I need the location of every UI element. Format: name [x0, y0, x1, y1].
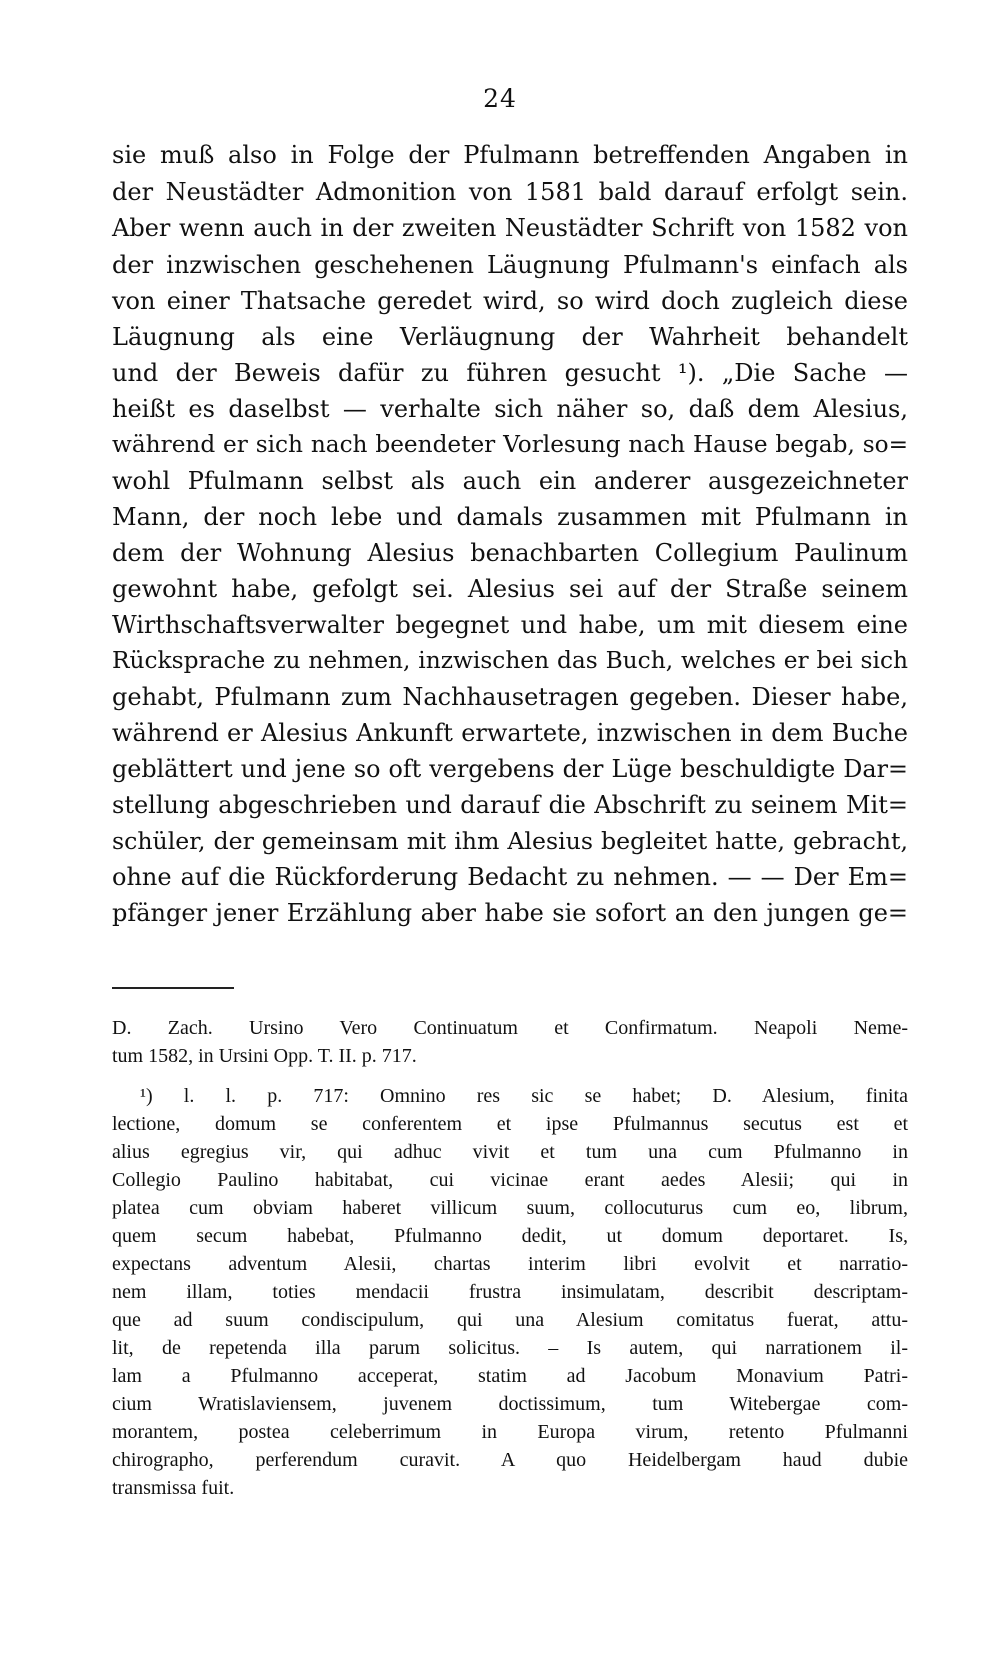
footnote-line: quem secum habebat, Pfulmanno dedit, ut domum deportaret. Is,: [112, 1225, 908, 1247]
text-line: wohl Pfulmann selbst als auch ein anderer ausgezeichneter: [112, 467, 908, 495]
footnote-line: Collegio Paulino habitabat, cui vicinae erant aedes Alesii; qui in: [112, 1169, 908, 1191]
page-number: 24: [483, 84, 517, 113]
text-line: Aber wenn auch in der zweiten Neustädter Schrift von 1582 von: [112, 214, 908, 242]
footnote-line: transmissa fuit.: [112, 1477, 235, 1499]
text-line: dem der Wohnung Alesius benachbarten Collegium Paulinum: [112, 539, 908, 567]
footnote-line: lectione, domum se conferentem et ipse Pfulmannus secutus est et: [112, 1113, 908, 1135]
text-line: und der Beweis dafür zu führen gesucht ¹). „Die Sache —: [112, 359, 908, 387]
footnote-line: alius egregius vir, qui adhuc vivit et tum una cum Pfulmanno in: [112, 1141, 908, 1163]
text-line: der Neustädter Admonition von 1581 bald darauf erfolgt sein.: [112, 178, 908, 206]
text-line: pfänger jener Erzählung aber habe sie sofort an den jungen ge=: [112, 899, 908, 927]
footnote-line: platea cum obviam haberet villicum suum, collocuturus cum eo, librum,: [112, 1197, 908, 1219]
footnote-line: chirographo, perferendum curavit. A quo Heidelbergam haud dubie: [112, 1449, 908, 1471]
footnote-line: que ad suum condiscipulum, qui una Alesium comitatus fuerat, attu-: [112, 1309, 908, 1331]
text-line: stellung abgeschrieben und darauf die Abschrift zu seinem Mit=: [112, 791, 908, 819]
text-line: ohne auf die Rückforderung Bedacht zu nehmen. — — Der Em=: [112, 863, 908, 891]
text-line: gewohnt habe, gefolgt sei. Alesius sei auf der Straße seinem: [112, 575, 908, 603]
text-line: schüler, der gemeinsam mit ihm Alesius begleitet hatte, gebracht,: [112, 827, 908, 855]
text-line: Mann, der noch lebe und damals zusammen mit Pfulmann in: [112, 503, 908, 531]
text-line: sie muß also in Folge der Pfulmann betreffenden Angaben in: [112, 141, 908, 169]
citation-line: tum 1582, in Ursini Opp. T. II. p. 717.: [112, 1045, 417, 1067]
text-line: geblättert und jene so oft vergebens der Lüge beschuldigte Dar=: [112, 755, 908, 783]
footnote-line: cium Wratislaviensem, juvenem doctissimum, tum Witebergae com-: [112, 1393, 908, 1415]
text-line: während er sich nach beendeter Vorlesung nach Hause begab, so=: [112, 431, 908, 458]
text-line: Rücksprache zu nehmen, inzwischen das Buch, welches er bei sich: [112, 647, 908, 674]
text-line: von einer Thatsache geredet wird, so wird doch zugleich diese: [112, 287, 908, 315]
text-line: gehabt, Pfulmann zum Nachhausetragen gegeben. Dieser habe,: [112, 683, 908, 711]
text-line: Läugnung als eine Verläugnung der Wahrheit behandelt: [112, 323, 908, 351]
footnote-line: expectans adventum Alesii, chartas interim libri evolvit et narratio-: [112, 1253, 908, 1275]
footnote-line: ¹) l. l. p. 717: Omnino res sic se habet; D. Alesium, finita: [140, 1085, 908, 1107]
text-line: der inzwischen geschehenen Läugnung Pfulmann's einfach als: [112, 251, 908, 279]
text-line: während er Alesius Ankunft erwartete, inzwischen in dem Buche: [112, 719, 908, 747]
footnote-divider: [112, 987, 234, 989]
text-line: Wirthschaftsverwalter begegnet und habe, um mit diesem eine: [112, 611, 908, 639]
footnote-line: morantem, postea celeberrimum in Europa virum, retento Pfulmanni: [112, 1421, 908, 1443]
text-line: heißt es daselbst — verhalte sich näher so, daß dem Alesius,: [112, 395, 908, 423]
citation-line: D. Zach. Ursino Vero Continuatum et Confirmatum. Neapoli Neme-: [112, 1017, 908, 1039]
footnote-line: lam a Pfulmanno acceperat, statim ad Jacobum Monavium Patri-: [112, 1365, 908, 1387]
footnote-line: nem illam, toties mendacii frustra insimulatam, describit descriptam-: [112, 1281, 908, 1303]
footnote-line: lit, de repetenda illa parum solicitus. – Is autem, qui narrationem il-: [112, 1337, 908, 1359]
